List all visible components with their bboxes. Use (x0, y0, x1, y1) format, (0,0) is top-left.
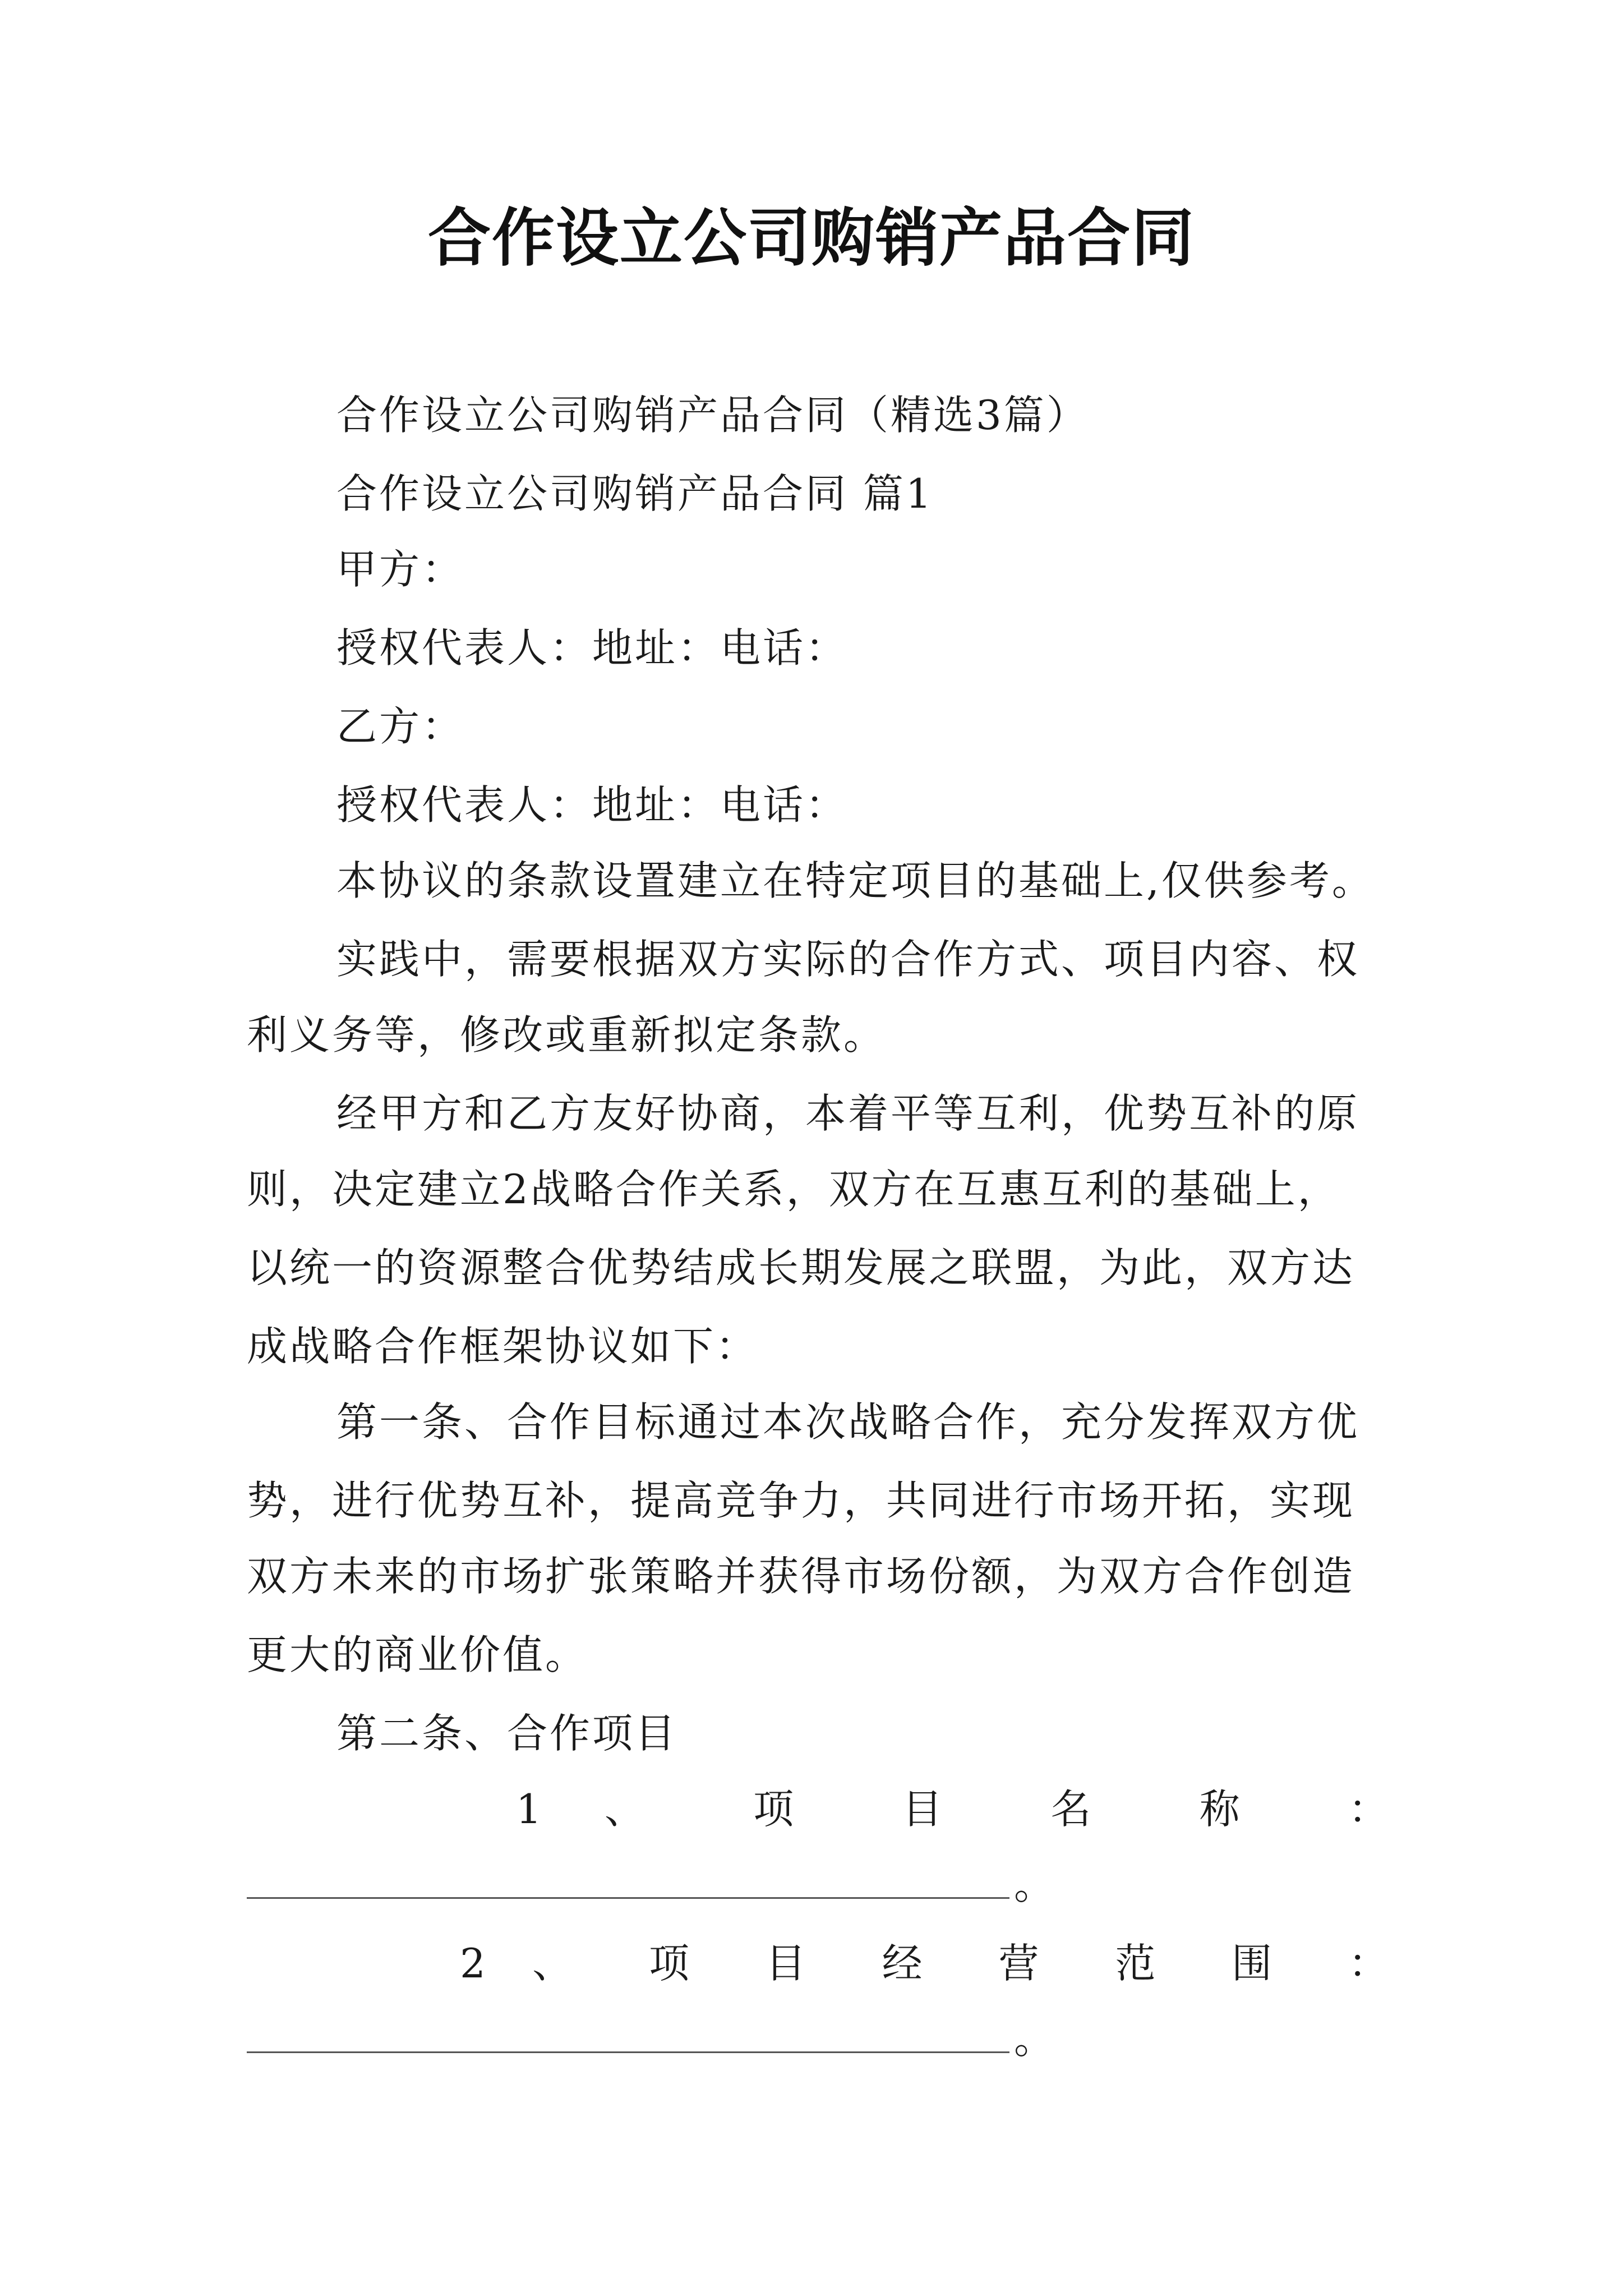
paragraph-line: 经甲方和乙方友好协商，本着平等互利，优势互补的原 (336, 1090, 1360, 1137)
paragraph-line: 双方未来的市场扩张策略并获得市场份额，为双方合作创造 (247, 1553, 1355, 1600)
project-name-label: 1 、 项 目 名 称 ： (516, 1786, 1391, 1833)
paragraph-line: 本协议的条款设置建立在特定项目的基础上,仅供参考。 (336, 857, 1375, 904)
paragraph-line: 更大的商业价值。 (247, 1631, 588, 1678)
paragraph-line: 以统一的资源整合优势结成长期发展之联盟，为此，双方达 (247, 1244, 1355, 1291)
line-end-period: 。 (1014, 2016, 1057, 2063)
blank-underline (247, 1857, 1009, 1899)
paragraph-line: 利义务等，修改或重新拟定条款。 (247, 1011, 887, 1059)
paragraph-line: 第一条、合作目标通过本次战略合作，充分发挥双方优 (336, 1398, 1360, 1446)
blank-underline (247, 2011, 1009, 2053)
document-title: 合作设立公司购销产品合同 (428, 201, 1195, 275)
paragraph-line: 则，决定建立2战略合作关系，双方在互惠互利的基础上， (247, 1166, 1340, 1213)
project-scope-fill-line (247, 2011, 1391, 2067)
line-end-period: 。 (1014, 1861, 1057, 1908)
article-heading: 第二条、合作项目 (336, 1710, 678, 1757)
party-b-label: 乙方： (336, 703, 465, 750)
section-heading: 合作设立公司购销产品合同 篇1 (336, 470, 934, 517)
paragraph-line: 成战略合作框架协议如下： (247, 1323, 759, 1370)
party-b-contact: 授权代表人：地址：电话： (336, 781, 849, 829)
party-a-label: 甲方： (336, 546, 465, 593)
party-a-contact: 授权代表人：地址：电话： (336, 624, 849, 671)
subtitle-line: 合作设立公司购销产品合同（精选3篇） (336, 392, 1089, 439)
project-scope-label: 2 、 项 目 经 营 范 围 ： (460, 1940, 1391, 1987)
paragraph-line: 实践中，需要根据双方实际的合作方式、项目内容、权 (336, 936, 1360, 983)
project-name-fill-line (247, 1857, 1391, 1913)
paragraph-line: 势，进行优势互补，提高竞争力，共同进行市场开拓，实现 (247, 1477, 1355, 1524)
